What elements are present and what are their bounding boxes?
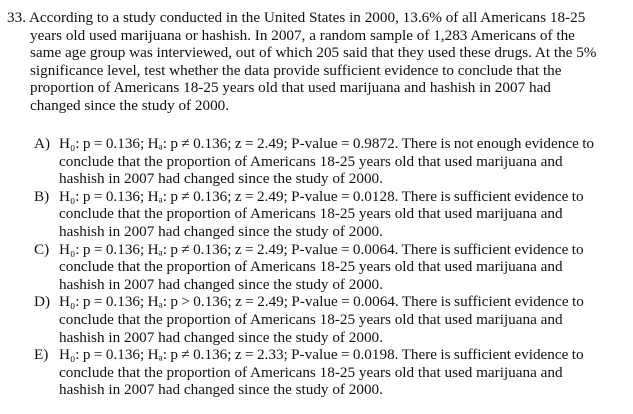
question-line: same age group was interviewed, out of which 205 said that they used these drugs. At the 5% [30, 44, 597, 62]
option-text-line: hashish in 2007 had changed since the study of 2000. [59, 381, 383, 399]
answer-options [34, 135, 630, 399]
option-text-line: H₀: p = 0.136; Hₐ: p ≠ 0.136; z = 2.49; P-value = 0.9872. There is not enough evidence to [59, 135, 595, 152]
question-line: proportion of Americans 18-25 years old that used marijuana and hashish in 2007 had [30, 79, 551, 97]
option-letter: C) [34, 240, 50, 258]
option-text-line: H₀: p = 0.136; Hₐ: p ≠ 0.136; z = 2.33; P-value = 0.0198. There is sufficient evidence to [59, 346, 584, 364]
option-text-line: hashish in 2007 had changed since the study of 2000. [59, 170, 383, 188]
option-text-line: hashish in 2007 had changed since the study of 2000. [59, 275, 383, 293]
answer-option-b[interactable] [34, 188, 630, 241]
option-letter: E) [34, 346, 49, 364]
answer-option-c[interactable] [34, 241, 630, 294]
question-line: significance level, test whether the data provide sufficient evidence to conclude that the [30, 61, 562, 79]
option-text-line: conclude that the proportion of Americans 18-25 years old that used marijuana and [59, 152, 563, 170]
option-text-line: conclude that the proportion of Americans 18-25 years old that used marijuana and [59, 310, 563, 328]
option-letter: A) [34, 135, 51, 152]
option-text-line: conclude that the proportion of Americans 18-25 years old that used marijuana and [59, 258, 563, 276]
question-line [7, 9, 619, 27]
option-letter: B) [34, 187, 50, 205]
option-text-line: hashish in 2007 had changed since the study of 2000. [59, 222, 383, 240]
question-line: years old used marijuana or hashish. In 2007, a random sample of 1,283 Americans of the [30, 26, 575, 44]
answer-option-e[interactable] [34, 346, 630, 399]
answer-option-a[interactable] [34, 135, 630, 188]
question-number: 33. [7, 9, 26, 26]
option-text-line: conclude that the proportion of Americans 18-25 years old that used marijuana and [59, 363, 563, 381]
option-text-line: conclude that the proportion of Americans 18-25 years old that used marijuana and [59, 205, 563, 223]
question-text: According to a study conducted in the United States in 2000, 13.6% of all Americans 18-25 [28, 9, 586, 26]
option-letter: D) [34, 293, 51, 311]
option-text-line: hashish in 2007 had changed since the study of 2000. [59, 328, 383, 346]
answer-option-d[interactable] [34, 293, 630, 346]
question-block [7, 9, 619, 115]
option-text-line: H₀: p = 0.136; Hₐ: p > 0.136; z = 2.49; P-value = 0.0064. There is sufficient evidence to [59, 293, 584, 311]
option-text-line: H₀: p = 0.136; Hₐ: p ≠ 0.136; z = 2.49; P-value = 0.0128. There is sufficient evidence to [59, 187, 584, 205]
option-text-line: H₀: p = 0.136; Hₐ: p ≠ 0.136; z = 2.49; P-value = 0.0064. There is sufficient evidence to [59, 240, 584, 258]
question-line: changed since the study of 2000. [30, 96, 230, 114]
